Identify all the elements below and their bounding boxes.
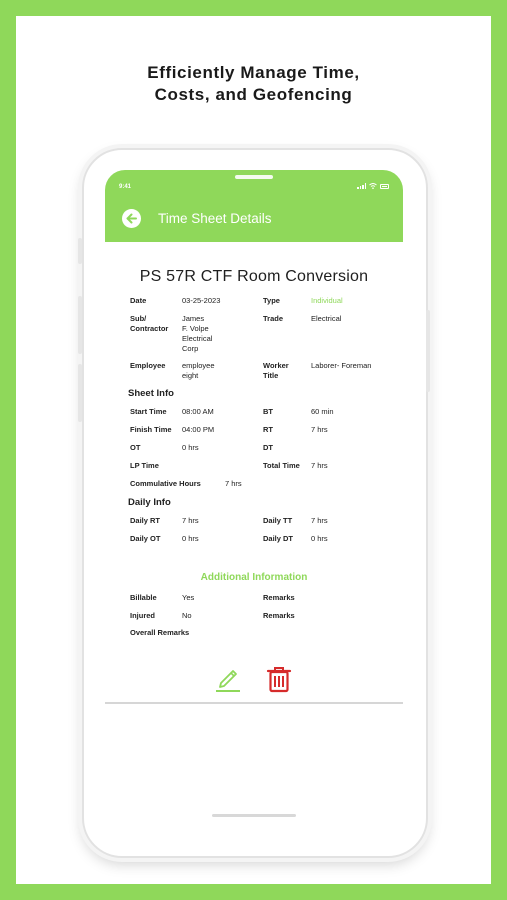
remarks-label-1: Remarks: [263, 593, 295, 602]
rt-label: RT: [263, 425, 273, 434]
date-value: 03-25-2023: [182, 296, 221, 305]
worker-title-label-line-1: Worker: [263, 361, 289, 370]
daily-dt-label: Daily DT: [263, 534, 294, 543]
phone-side-button-1: [78, 238, 82, 264]
status-icons: [357, 183, 389, 189]
daily-dt-value: 0 hrs: [311, 534, 328, 543]
battery-icon: [380, 184, 389, 189]
daily-tt-value: 7 hrs: [311, 516, 328, 525]
trade-value: Electrical: [311, 314, 342, 323]
pencil-icon: [213, 663, 243, 693]
daily-tt-label: Daily TT: [263, 516, 293, 525]
sub-contractor-value-line-2: F. Volpe: [182, 324, 209, 333]
page-title: Time Sheet Details: [158, 211, 272, 226]
start-time-value: 08:00 AM: [182, 407, 214, 416]
employee-value-line-2: eight: [182, 371, 199, 380]
headline-line-1: Efficiently Manage Time,: [147, 63, 360, 82]
finish-time-label: Finish Time: [130, 425, 172, 434]
speaker-notch: [235, 175, 273, 179]
ot-value: 0 hrs: [182, 443, 199, 452]
ot-label: OT: [130, 443, 141, 452]
wifi-icon: [369, 183, 377, 189]
daily-info-heading: Daily Info: [128, 497, 171, 508]
bt-label: BT: [263, 407, 273, 416]
status-time: 9:41: [119, 184, 132, 190]
app-bar: [105, 170, 403, 242]
cumulative-hours-label: Commulative Hours: [130, 479, 201, 488]
employee-value: [182, 361, 215, 381]
sub-contractor-value-line-3: Electrical: [182, 334, 213, 343]
cumulative-hours-value: 7 hrs: [225, 479, 242, 488]
employee-label: Employee: [130, 361, 166, 370]
worker-title-label: [263, 361, 289, 381]
phone-side-button-3: [78, 364, 82, 422]
start-time-label: Start Time: [130, 407, 167, 416]
type-value: Individual: [311, 296, 343, 305]
sub-contractor-value-line-4: Corp: [182, 344, 199, 353]
worker-title-label-line-2: Title: [263, 371, 279, 380]
sub-contractor-label-line-1: Sub/: [130, 314, 147, 323]
phone-power-button: [426, 310, 430, 392]
total-time-label: Total Time: [263, 461, 300, 470]
edit-button[interactable]: [213, 663, 243, 693]
injured-value: No: [182, 611, 192, 620]
injured-label: Injured: [130, 611, 156, 620]
sub-contractor-label: [130, 314, 168, 334]
arrow-left-icon: [125, 212, 138, 225]
sheet-info-heading: Sheet Info: [128, 388, 174, 399]
remarks-label-2: Remarks: [263, 611, 295, 620]
total-time-value: 7 hrs: [311, 461, 328, 470]
trade-label: Trade: [263, 314, 284, 323]
back-button[interactable]: [122, 209, 141, 228]
date-label: Date: [130, 296, 147, 305]
app-screen: [105, 170, 403, 705]
bt-value: 60 min: [311, 407, 334, 416]
sub-contractor-label-line-2: Contractor: [130, 324, 169, 333]
sub-contractor-value-line-1: James: [182, 314, 205, 323]
phone-side-button-2: [78, 296, 82, 354]
divider: [105, 702, 403, 704]
worker-title-value: Laborer- Foreman: [311, 361, 372, 370]
delete-button[interactable]: [264, 664, 294, 694]
sub-contractor-value: [182, 314, 212, 354]
overall-remarks-label: Overall Remarks: [130, 628, 190, 637]
daily-rt-value: 7 hrs: [182, 516, 199, 525]
rt-value: 7 hrs: [311, 425, 328, 434]
dt-label: DT: [263, 443, 273, 452]
lp-time-label: LP Time: [130, 461, 159, 470]
trash-icon: [264, 664, 294, 694]
signal-icon: [357, 183, 366, 189]
headline: [0, 62, 507, 106]
type-label: Type: [263, 296, 280, 305]
daily-rt-label: Daily RT: [130, 516, 161, 525]
daily-ot-value: 0 hrs: [182, 534, 199, 543]
additional-info-heading: Additional Information: [200, 572, 308, 583]
billable-value: Yes: [182, 593, 195, 602]
sheet-title: PS 57R CTF Room Conversion: [139, 268, 369, 285]
headline-line-2: Costs, and Geofencing: [154, 85, 353, 104]
billable-label: Billable: [130, 593, 157, 602]
finish-time-value: 04:00 PM: [182, 425, 215, 434]
employee-value-line-1: employee: [182, 361, 215, 370]
home-indicator: [212, 814, 296, 817]
daily-ot-label: Daily OT: [130, 534, 161, 543]
